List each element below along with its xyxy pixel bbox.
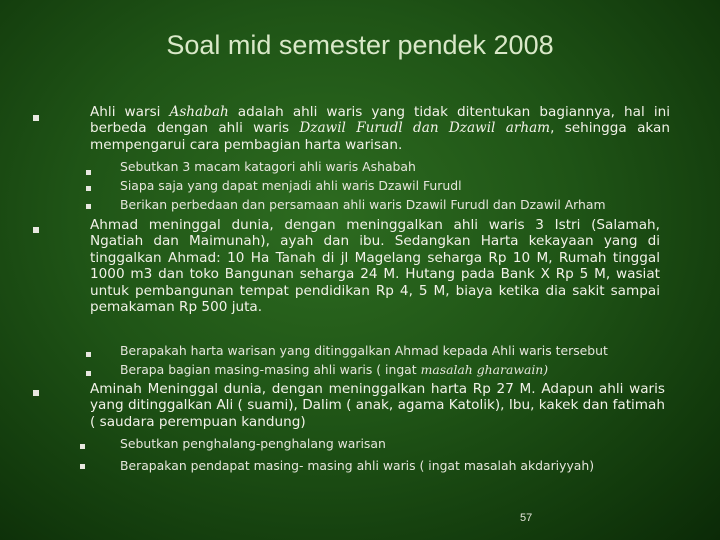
q1-sub-2: Siapa saja yang dapat menjadi ahli waris Dzawil Furudl — [120, 178, 462, 193]
bullet-q1-sub-2 — [86, 186, 91, 191]
q2-sub-2 — [120, 362, 548, 378]
bullet-q1-sub-1 — [86, 170, 91, 175]
q1-pre: Ahli warsi — [90, 104, 170, 120]
q1-term-ashabah: Ashabah — [169, 104, 229, 120]
question-2: Ahmad meninggal dunia, dengan meninggalkan ahli waris 3 Istri (Salamah, Ngatiah dan Maimunah), ayah dan ibu. Sedangkan Harta kekayaan yang di tinggalkan Ahmad: 10 Ha Tanah di jl Magelang seharga Rp 10 M, Rumah tinggal 1000 m3 dan toko Bangunan seharga 24 M. Hutang pada Bank X Rp 5 M, wasiat untuk pembangunan tempat pendidikan Rp 4, 5 M, biaya ketika dia sakit sampai pemakaman Rp 500 juta. — [90, 217, 660, 316]
q1-sub-1: Sebutkan 3 macam katagori ahli waris Ashabah — [120, 159, 416, 174]
slide-title: Soal mid semester pendek 2008 — [166, 30, 554, 60]
bullet-q2-sub-1 — [86, 352, 91, 357]
q2-sub-2-emphasis: masalah gharawain) — [420, 362, 549, 377]
q3-sub-2: Berapakan pendapat masing- masing ahli waris ( ingat masalah akdariyyah) — [120, 458, 595, 473]
question-3: Aminah Meninggal dunia, dengan meninggalkan harta Rp 27 M. Adapun ahli waris yang ditinggalkan Ali ( suami), Dalim ( anak, agama Katolik), Ibu, kakek dan fatimah ( saudara perempuan kandung) — [90, 381, 665, 430]
question-1 — [90, 104, 670, 153]
bullet-q1 — [33, 115, 39, 121]
bullet-q3-sub-1 — [80, 444, 85, 449]
q1-term-dzawil: Dzawil Furudl dan Dzawil arham — [299, 120, 551, 137]
bullet-q3 — [33, 390, 39, 396]
bullet-q2-sub-2 — [86, 371, 91, 376]
q3-sub-1: Sebutkan penghalang-penghalang warisan — [120, 436, 386, 451]
q1-mid: adalah ahli waris yang tidak ditentukan bagiannya, hal ini berbeda dengan ahli waris — [90, 104, 670, 137]
q1-sub-3: Berikan perbedaan dan persamaan ahli waris Dzawil Furudl dan Dzawil Arham — [120, 197, 606, 212]
bullet-q3-sub-2 — [80, 464, 85, 469]
q1-post: , sehingga akan mempengarui cara pembagian harta warisan. — [90, 120, 670, 153]
q2-sub-2-text: Berapa bagian masing-masing ahli waris ( ingat — [120, 362, 421, 377]
bullet-q2 — [33, 227, 39, 233]
bullet-q1-sub-3 — [86, 204, 91, 209]
page-number: 57 — [520, 512, 533, 524]
q2-sub-1: Berapakah harta warisan yang ditinggalkan Ahmad kepada Ahli waris tersebut — [120, 343, 608, 358]
